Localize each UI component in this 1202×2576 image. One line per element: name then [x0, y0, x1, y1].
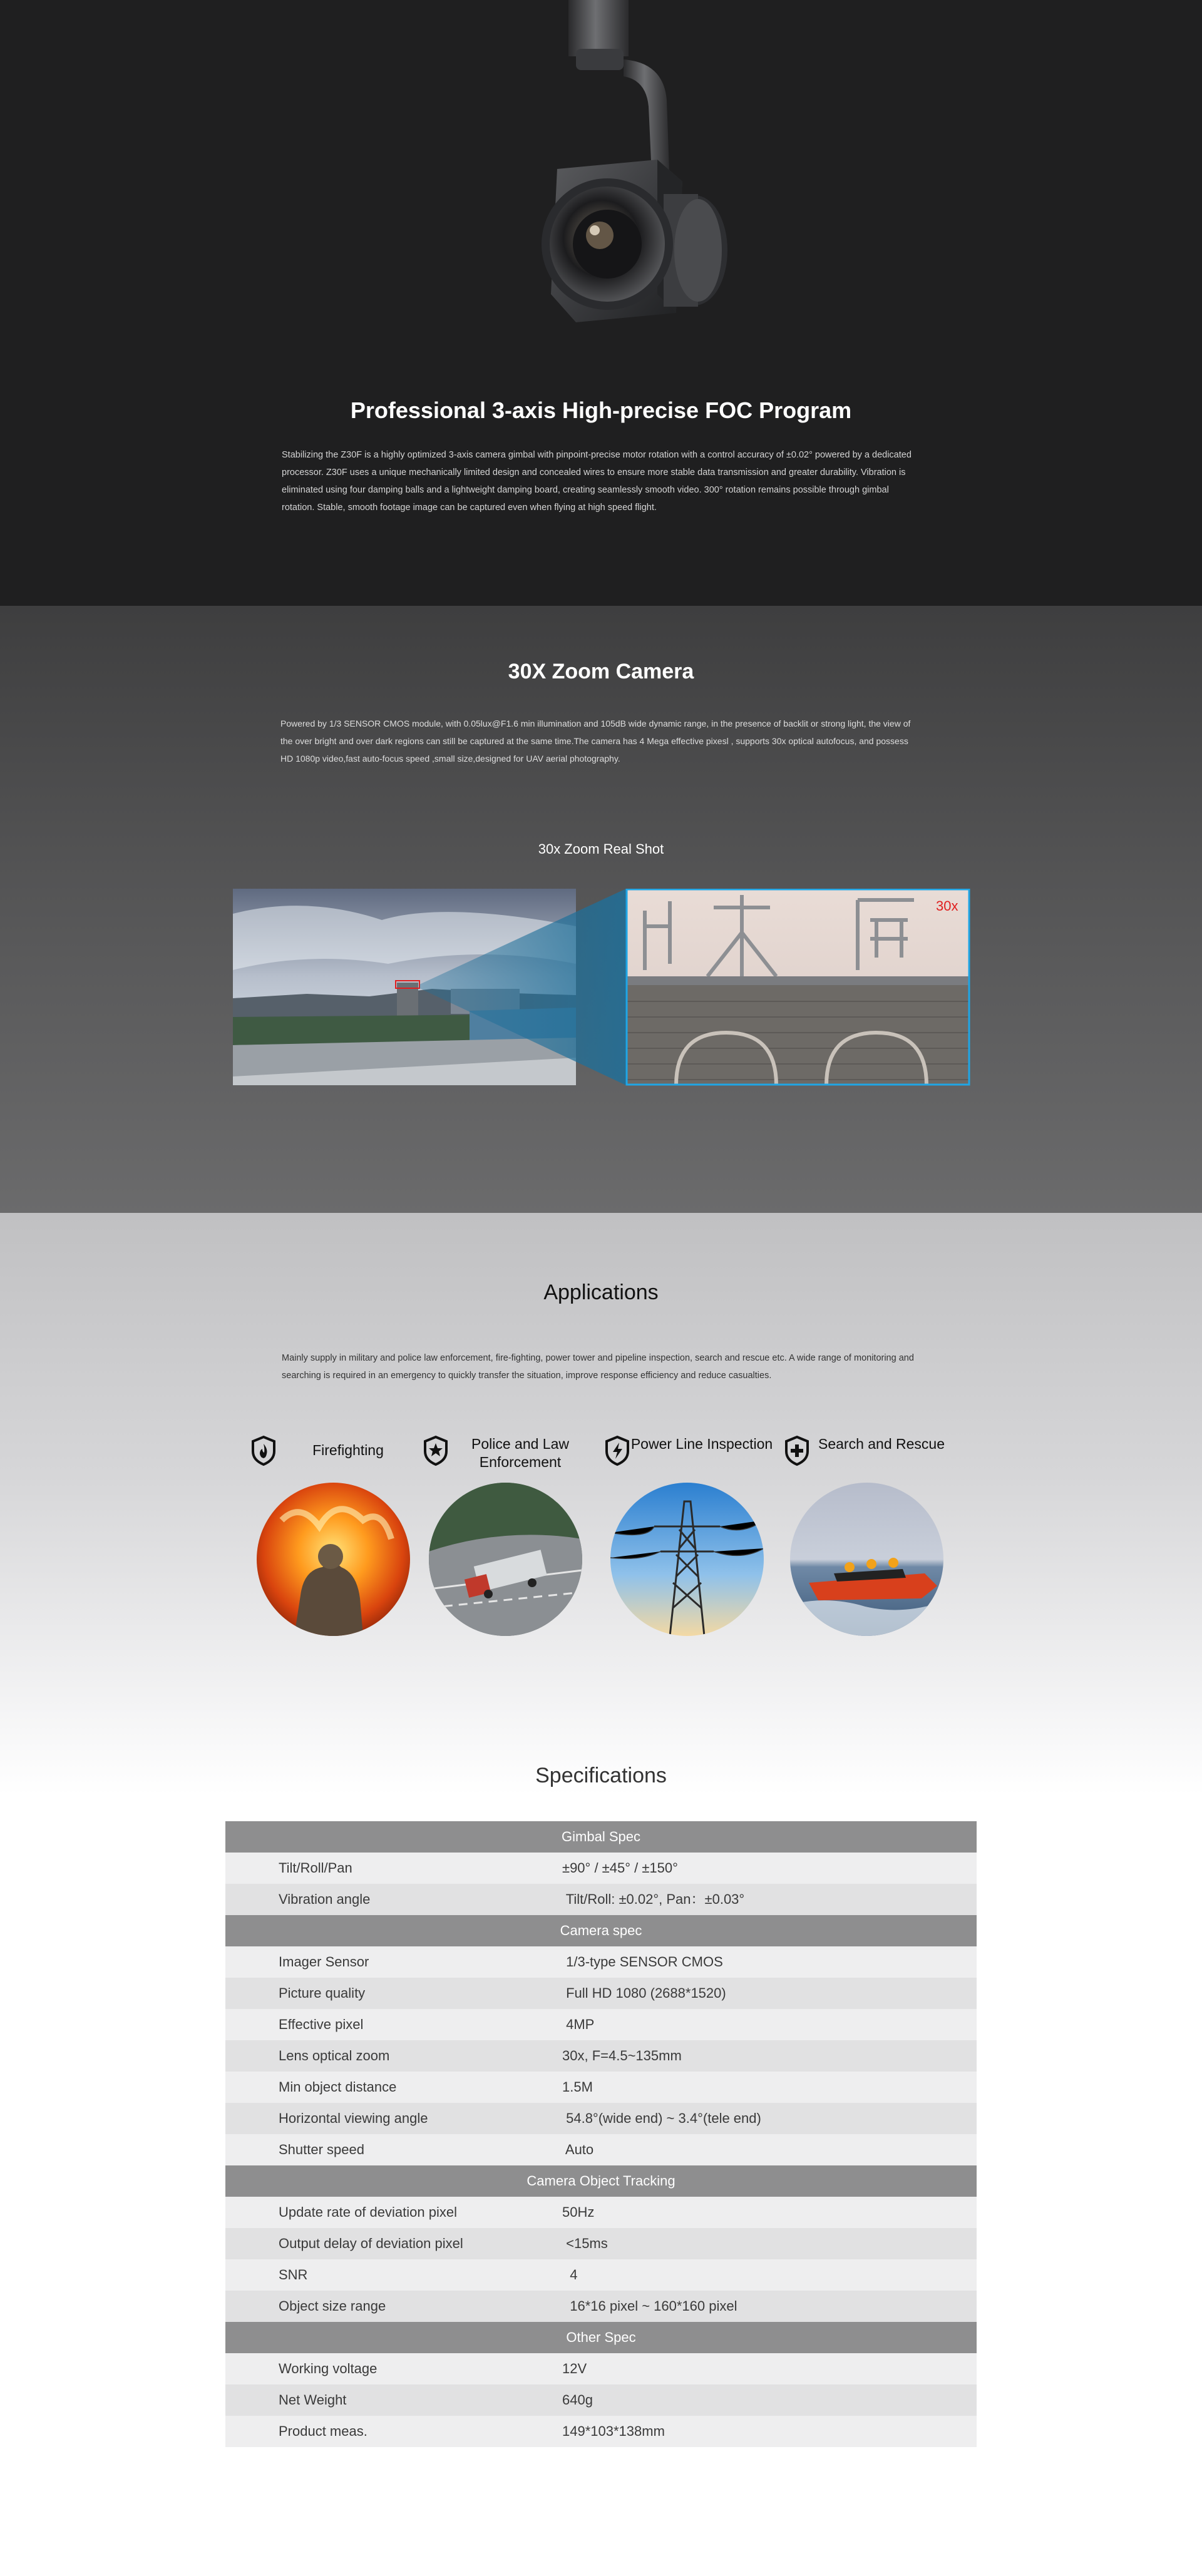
application-power-line	[604, 1435, 773, 1635]
police-photo	[429, 1483, 582, 1636]
firefighting-photo	[257, 1483, 410, 1636]
application-label: Firefighting	[312, 1442, 384, 1458]
shield-star-icon	[423, 1435, 449, 1466]
spec-value: 640g	[562, 2392, 593, 2408]
spec-key: Working voltage	[279, 2361, 378, 2376]
application-search-rescue	[784, 1435, 953, 1635]
spec-section-header: Camera Object Tracking	[225, 2165, 977, 2197]
spec-value: <15ms	[562, 2236, 608, 2251]
zoom-title: 30X Zoom Camera	[508, 660, 694, 683]
spec-value: Auto	[562, 2142, 594, 2157]
spec-value: 1/3-type SENSOR CMOS	[562, 1954, 723, 1970]
spec-key: Update rate of deviation pixel	[279, 2204, 457, 2220]
spec-value: Tilt/Roll: ±0.02°, Pan：±0.03°	[562, 1891, 745, 1907]
spec-key: Product meas.	[279, 2423, 367, 2439]
spec-section-header: Other Spec	[225, 2322, 977, 2353]
spec-value: 1.5M	[562, 2079, 593, 2095]
zoom-real-shot-figure	[232, 889, 970, 1095]
spec-value: 4MP	[562, 2016, 595, 2032]
spec-key: Imager Sensor	[279, 1954, 369, 1970]
zoomed-shot-image	[626, 889, 969, 1085]
table-row	[225, 2291, 977, 2322]
spec-value: 30x, F=4.5~135mm	[562, 2048, 682, 2063]
spec-value: 54.8°(wide end) ~ 3.4°(tele end)	[562, 2110, 761, 2126]
table-row	[225, 2009, 977, 2040]
table-row	[225, 2103, 977, 2134]
spec-key: Tilt/Roll/Pan	[279, 1860, 352, 1876]
search-rescue-photo	[790, 1483, 943, 1636]
table-row	[225, 1884, 977, 1915]
table-row	[225, 2197, 977, 2228]
zoom-description: Powered by 1/3 SENSOR CMOS module, with 0.05lux@F1.6 min illumination and 105dB wide dynamic range, in the presence of backlit or strong light, the view of the over bright and over dark regions can still be captured at the same time.The camera has 4 Mega effective pixesl , supports 30x optical autofocus, and possess HD 1080p video,fast auto-focus speed ,small size,designed for UAV aerial photography.	[280, 718, 911, 764]
spec-key: Min object distance	[279, 2079, 397, 2095]
application-firefighting	[250, 1435, 419, 1635]
spec-value: Full HD 1080 (2688*1520)	[562, 1985, 726, 2001]
spec-value: 16*16 pixel ~ 160*160 pixel	[562, 2298, 737, 2314]
shield-bolt-icon	[604, 1435, 630, 1466]
applications-title: Applications	[543, 1280, 659, 1304]
table-row	[225, 1978, 977, 2009]
applications-section	[0, 1213, 1202, 1795]
spec-key: Object size range	[279, 2298, 386, 2314]
spec-key: Picture quality	[279, 1985, 366, 2001]
spec-key: Shutter speed	[279, 2142, 364, 2157]
table-row	[225, 2384, 977, 2416]
gimbal-camera-image	[476, 0, 739, 325]
power-line-photo	[610, 1483, 764, 1636]
hero-description: Stabilizing the Z30F is a highly optimized 3-axis camera gimbal with pinpoint-precise motor rotation with a control accuracy of ±0.02° powered by a dedicated processor. Z30F uses a unique mechanically limited design and concealed wires to ensure more stable data transmission and greater durability. Vibration is eliminated using four damping balls and a lightweight damping board, creating seamlessly smooth video. 300° rotation remains possible through gimbal rotation. Stable, smooth footage image can be captured even when flying at high speed flight.	[282, 450, 912, 513]
spec-key: Vibration angle	[279, 1891, 371, 1907]
zoom-badge: 30x	[936, 898, 958, 914]
specifications-title: Specifications	[535, 1764, 667, 1787]
table-row	[225, 2353, 977, 2384]
table-row	[225, 2259, 977, 2291]
shield-flame-icon	[250, 1435, 277, 1466]
spec-value: 50Hz	[562, 2204, 595, 2220]
zoom-camera-section	[0, 606, 1202, 1213]
applications-description: Mainly supply in military and police law enforcement, fire-fighting, power tower and pipeline inspection, search and rescue etc. A wide range of monitoring and searching is required in an emergency to quickly transfer the situation, improve response efficiency and reduce casualties.	[282, 1353, 914, 1381]
gimbal-hero-section	[0, 0, 1202, 606]
spec-value: 4	[562, 2267, 578, 2282]
spec-key: Effective pixel	[279, 2016, 364, 2032]
application-label: Power Line Inspection	[630, 1436, 773, 1452]
spec-key: SNR	[279, 2267, 308, 2282]
spec-key: Net Weight	[279, 2392, 347, 2408]
spec-value: ±90° / ±45° / ±150°	[562, 1860, 678, 1876]
shield-cross-icon	[784, 1435, 810, 1466]
specifications-table	[225, 1821, 977, 2447]
application-label: Search and Rescue	[818, 1436, 945, 1452]
spec-key: Output delay of deviation pixel	[279, 2236, 463, 2251]
spec-key: Horizontal viewing angle	[279, 2110, 428, 2126]
spec-section-header: Camera spec	[225, 1915, 977, 1946]
table-row	[225, 2040, 977, 2072]
table-row	[225, 1853, 977, 1884]
table-row	[225, 2228, 977, 2259]
spec-value: 149*103*138mm	[562, 2423, 665, 2439]
table-row	[225, 2134, 977, 2165]
spec-section-header: Gimbal Spec	[225, 1821, 977, 1853]
application-label: Police and Law Enforcement	[471, 1436, 569, 1470]
zoom-shot-title: 30x Zoom Real Shot	[538, 841, 664, 857]
spec-key: Lens optical zoom	[279, 2048, 390, 2063]
application-police	[423, 1435, 592, 1635]
table-row	[225, 2072, 977, 2103]
table-row	[225, 2416, 977, 2447]
spec-value: 12V	[562, 2361, 587, 2376]
hero-title: Professional 3-axis High-precise FOC Program	[350, 397, 852, 423]
table-row	[225, 1946, 977, 1978]
